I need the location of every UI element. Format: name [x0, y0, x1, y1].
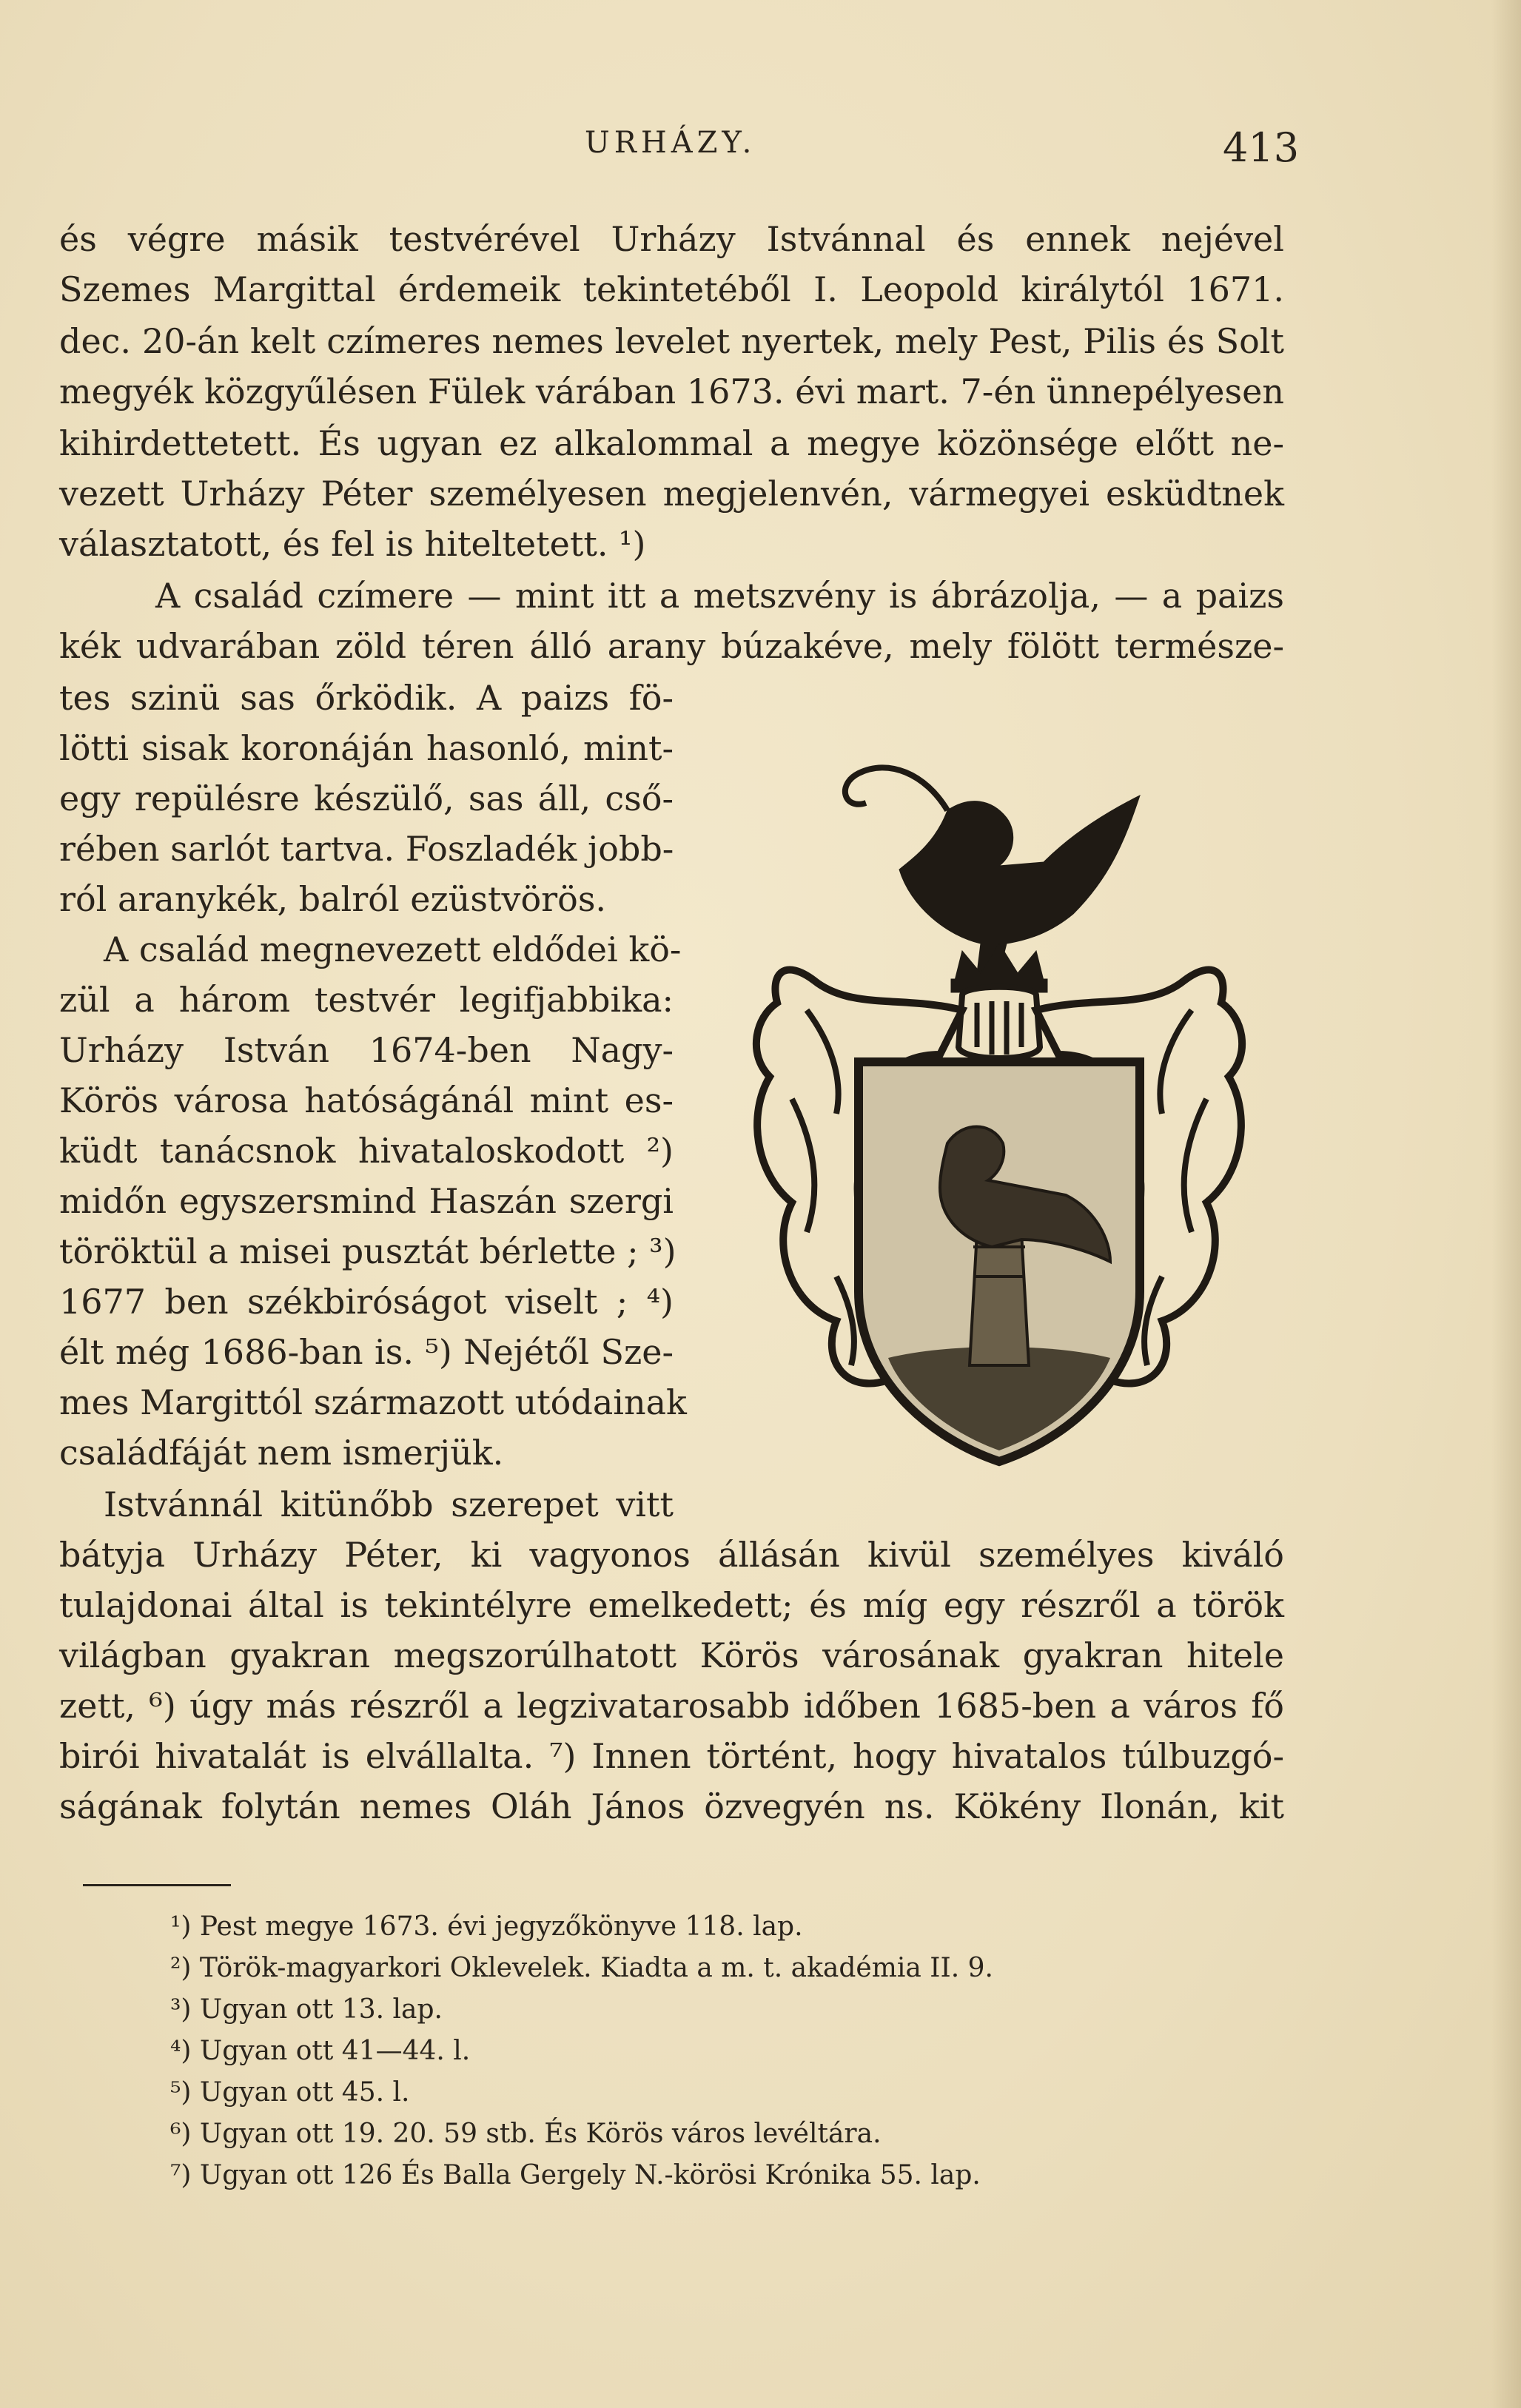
text-line: A család megnevezett eldődei kö- — [104, 929, 682, 969]
text-line: 1677 ben székbiróságot viselt ; ⁴) — [59, 1282, 674, 1322]
text-line: tes szinü sas őrködik. A paizs fö- — [59, 678, 674, 718]
text-line: Istvánnál kitünőbb szerepet vitt — [104, 1484, 674, 1524]
footnote-rule — [83, 1884, 231, 1886]
footnote: ²) Török-magyarkori Oklevelek. Kiadta a m. t. akadémia II. 9. — [170, 1953, 993, 1983]
text-line: vezett Urházy Péter személyesen megjelenvén, vármegyei esküdtnek — [59, 474, 1284, 514]
text-line: élt még 1686-ban is. ⁵) Nejétől Sze- — [59, 1332, 674, 1372]
text-line: tulajdonai által is tekintélyre emelkedett; és míg egy részről a török — [59, 1585, 1284, 1625]
text-line: egy repülésre készülő, sas áll, cső- — [59, 778, 674, 818]
text-line: töröktül a misei pusztát bérlette ; ³) — [59, 1231, 676, 1271]
text-line: és végre másik testvérével Urházy Istvánnal és ennek nejével — [59, 219, 1284, 259]
footnote: ¹) Pest megye 1673. évi jegyzőkönyve 118. lap. — [170, 1911, 803, 1942]
text-line: küdt tanácsnok hivataloskodott ²) — [59, 1131, 674, 1171]
coat-of-arms-icon — [725, 729, 1273, 1469]
running-head: URHÁZY. — [585, 126, 756, 160]
footnote: ⁴) Ugyan ott 41—44. l. — [170, 2036, 471, 2066]
text-line: midőn egyszersmind Haszán szergi — [59, 1181, 674, 1221]
text-line: kék udvarában zöld téren álló arany búzakéve, mely fölött természe- — [59, 626, 1284, 666]
text-line: választatott, és fel is hiteltetett. ¹) — [59, 524, 646, 564]
text-line: Urházy István 1674-ben Nagy- — [59, 1030, 674, 1070]
text-line: A család czímere — mint itt a metszvény is ábrázolja, — a paizs — [155, 576, 1284, 616]
text-line: lötti sisak koronáján hasonló, mint- — [59, 728, 674, 768]
page-spine-shadow — [1491, 0, 1521, 2408]
footnote: ⁷) Ugyan ott 126 És Balla Gergely N.-körösi Krónika 55. lap. — [170, 2160, 981, 2190]
footnote: ⁶) Ugyan ott 19. 20. 59 stb. És Körös város levéltára. — [170, 2119, 882, 2149]
text-line: birói hivatalát is elvállalta. ⁷) Innen történt, hogy hivatalos túlbuzgó- — [59, 1736, 1284, 1776]
footnote: ³) Ugyan ott 13. lap. — [170, 1994, 443, 2025]
text-line: dec. 20-án kelt czímeres nemes levelet nyertek, mely Pest, Pilis és Solt — [59, 321, 1284, 361]
text-line: Körös városa hatóságánál mint es- — [59, 1080, 674, 1120]
text-line: családfáját nem ismerjük. — [59, 1433, 504, 1473]
footnote: ⁵) Ugyan ott 45. l. — [170, 2077, 410, 2108]
text-line: világban gyakran megszorúlhatott Körös városának gyakran hitele — [59, 1635, 1284, 1675]
text-line: zett, ⁶) úgy más részről a legzivatarosabb időben 1685-ben a város fő — [59, 1686, 1284, 1726]
text-line: bátyja Urházy Péter, ki vagyonos állásán kivül személyes kiváló — [59, 1535, 1284, 1575]
text-line: rében sarlót tartva. Foszladék jobb- — [59, 829, 674, 869]
text-line: kihirdettetett. És ugyan ez alkalommal a megye közönsége előtt ne- — [59, 423, 1284, 463]
text-line: ságának folytán nemes Oláh János özvegyén ns. Kökény Ilonán, kit — [59, 1786, 1284, 1826]
text-line: mes Margittól származott utódainak — [59, 1382, 687, 1422]
page-number: 413 — [1223, 124, 1300, 171]
text-line: Szemes Margittal érdemeik tekintetéből I. Leopold királytól 1671. — [59, 269, 1284, 309]
text-line: ról aranykék, balról ezüstvörös. — [59, 879, 607, 919]
text-line: megyék közgyűlésen Fülek várában 1673. évi mart. 7-én ünnepélyesen — [59, 371, 1284, 411]
text-line: zül a három testvér legifjabbika: — [59, 980, 674, 1020]
